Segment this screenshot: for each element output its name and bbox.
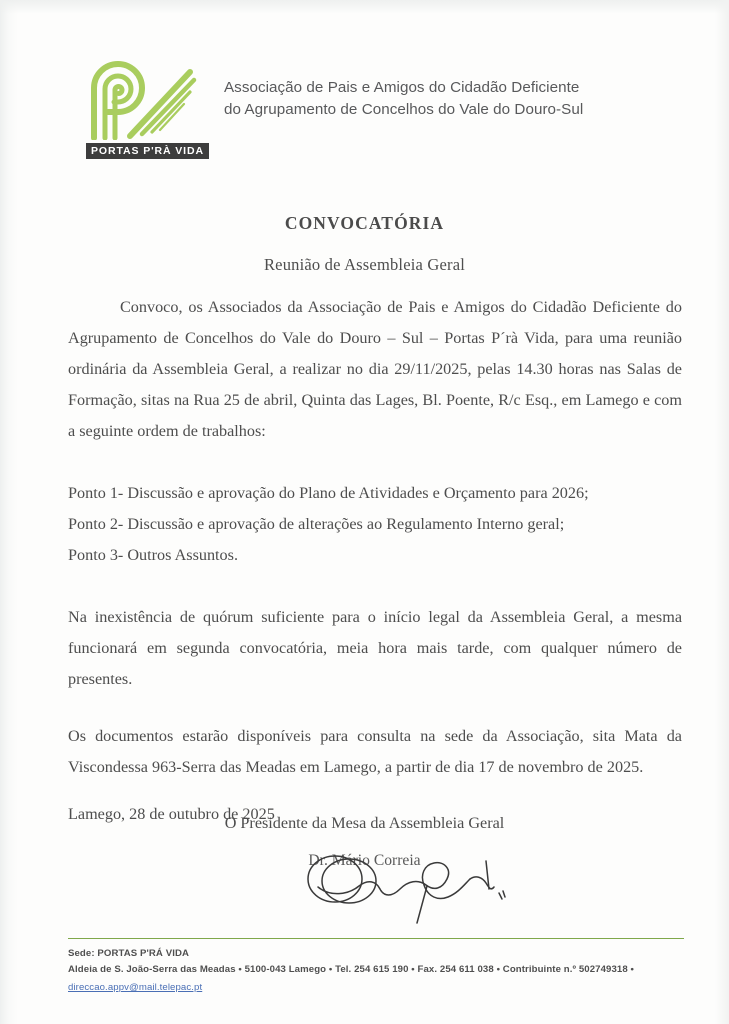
agenda-item-2: Ponto 2- Discussão e aprovação de alterações ao Regulamento Interno geral; [68, 515, 565, 533]
organization-name [224, 58, 583, 120]
footer-divider [68, 938, 684, 939]
spacer [68, 571, 682, 602]
document-body [68, 292, 682, 830]
paragraph-quorum: Na inexistência de quórum suficiente para o início legal da Assembleia Geral, a mesma funcionará em segunda convocatória, meia hora mais tarde, com qualquer número de presentes. [68, 608, 682, 688]
paragraph-documents: Os documentos estarão disponíveis para consulta na sede da Associação, sita Mata da Viscondessa 963-Serra das Meadas em Lamego, a partir de dia 17 de novembro de 2025. [68, 727, 682, 776]
footer-email-link[interactable]: direccao.appv@mail.telepac.pt [68, 982, 203, 994]
agenda-list [68, 478, 682, 571]
document-title: CONVOCATÓRIA [284, 213, 445, 233]
scan-edge-left [0, 0, 18, 1024]
closing-title: O Presidente da Mesa da Assembleia Geral [224, 814, 505, 832]
portas-pra-vida-logo-icon [86, 58, 198, 140]
footer-headquarters: Sede: PORTAS P'RÁ VIDA [68, 948, 190, 959]
spacer [68, 783, 682, 799]
agenda-item-1: Ponto 1- Discussão e aprovação do Plano de Atividades e Orçamento para 2026; [68, 484, 589, 502]
signer-name: Dr. Mário Correia [308, 852, 421, 869]
organization-name-line1: Associação de Pais e Amigos do Cidadão Deficiente [224, 79, 580, 96]
page-footer [68, 938, 684, 996]
logo-block [86, 58, 202, 159]
spacer [68, 447, 682, 478]
logo-badge-text: PORTAS P'RÀ VIDA [86, 143, 209, 159]
organization-name-line2: do Agrupamento de Concelhos do Vale do Douro-Sul [224, 100, 584, 118]
document-subtitle: Reunião de Assembleia Geral [263, 255, 466, 274]
paragraph-convocation: Convoco, os Associados da Associação de Pais e Amigos do Cidadão Deficiente do Agrupamento de Concelhos do Vale do Douro – Sul – Portas P´rà Vida, para uma reunião ordinária da Assembleia Geral, a realizar no dia 29/11/2025, pelas 14.30 horas nas Salas de Formação, sitas na Rua 25 de abril, Quinta das Lages, Bl. Poente, R/c Esq., em Lamego e com a seguinte ordem de trabalhos: [68, 298, 682, 440]
spacer [68, 695, 682, 721]
place-and-date: Lamego, 28 de outubro de 2025 [68, 805, 275, 823]
scan-edge-top [0, 0, 729, 14]
scan-edge-right [715, 0, 729, 1024]
agenda-item-3: Ponto 3- Outros Assuntos. [68, 546, 238, 564]
footer-contacts: Aldeia de S. João-Serra das Meadas • 5100-043 Lamego • Tel. 254 615 190 • Fax. 254 611 038 • Contribuinte n.º 502749318 • [68, 963, 635, 975]
letterhead [86, 58, 583, 159]
